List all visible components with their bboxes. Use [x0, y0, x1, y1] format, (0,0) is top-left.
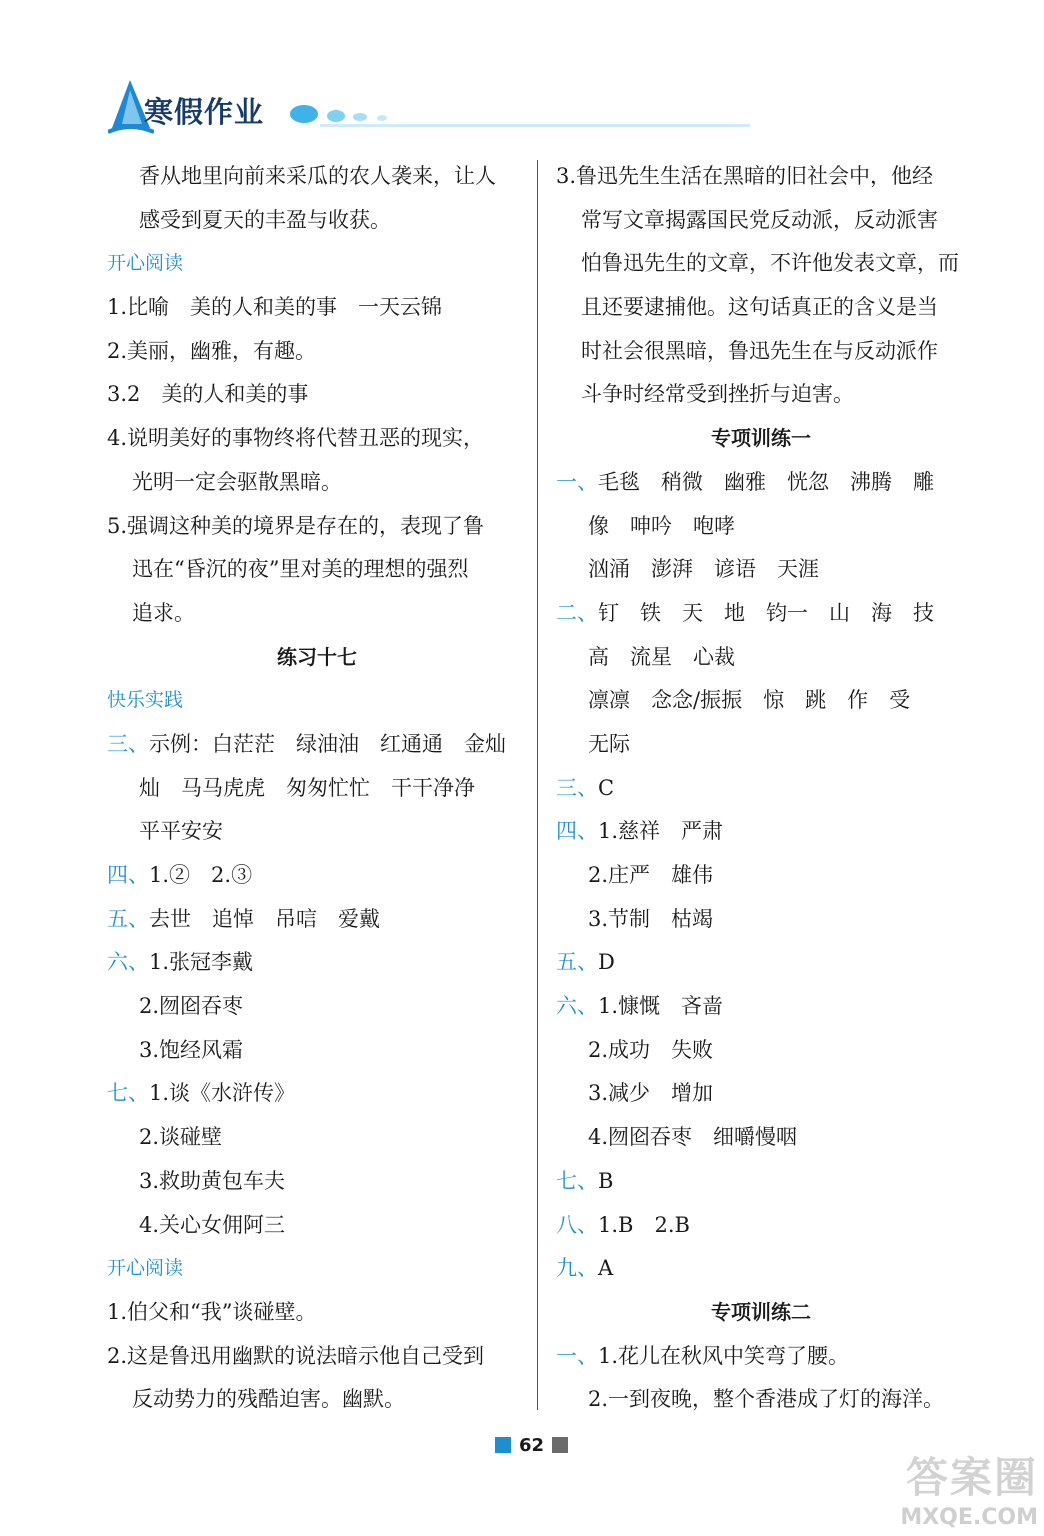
blue-square-icon — [495, 1437, 511, 1453]
section-number: 三、 — [556, 775, 598, 800]
section-number: 二、 — [556, 600, 598, 625]
answer-line: 七、1.谈《水浒传》 — [107, 1081, 296, 1106]
subsection-heading: 开心阅读 — [107, 1257, 184, 1280]
section-number: 一、 — [556, 469, 598, 494]
subsection-heading: 开心阅读 — [107, 252, 184, 275]
answer-line: 3.饱经风霜 — [139, 1037, 244, 1062]
answer-line: 高 流星 心裁 — [588, 644, 735, 669]
answer-line: 无际 — [588, 731, 630, 756]
answer-line: 2.美丽，幽雅，有趣。 — [107, 338, 317, 363]
answer-line: 九、A — [556, 1256, 614, 1281]
answer-line: 2.成功 失败 — [588, 1037, 714, 1062]
column-divider — [537, 160, 538, 1410]
section-number: 九、 — [556, 1256, 598, 1281]
section-number: 七、 — [107, 1081, 149, 1106]
answer-line: 斗争时经常受到挫折与迫害。 — [581, 382, 854, 407]
section-number: 四、 — [107, 863, 149, 887]
page-footer — [495, 1432, 568, 1458]
answer-line: 六、1.张冠李戴 — [107, 950, 254, 975]
answer-line: 4.说明美好的事物终将代替丑恶的现实， — [107, 426, 485, 451]
answer-line: 光明一定会驱散黑暗。 — [132, 469, 342, 494]
answer-line: 感受到夏天的丰盈与收获。 — [139, 207, 391, 232]
answer-line: 3.节制 枯竭 — [588, 906, 714, 931]
answer-line: 1.伯父和“我”谈碰壁。 — [107, 1299, 317, 1324]
answer-line: 一、1.花儿在秋风中笑弯了腰。 — [556, 1343, 850, 1368]
answer-line: 2.囫囵吞枣 — [139, 994, 244, 1019]
answer-line: 凛凛 念念/振振 惊 跳 作 受 — [588, 688, 911, 713]
answer-line: 五、去世 追悼 吊唁 爱戴 — [107, 906, 380, 931]
answer-line: 1.比喻 美的人和美的事 一天云锦 — [107, 295, 443, 320]
answer-line: 3.救助黄包车夫 — [139, 1168, 286, 1193]
section-number: 六、 — [107, 950, 149, 975]
answer-line: 二、钉 铁 天 地 钧一 山 海 技 — [556, 600, 934, 625]
answer-line: 一、毛毯 稍微 幽雅 恍忽 沸腾 雕 — [556, 469, 934, 494]
answer-line: 三、示例：白茫茫 绿油油 红通通 金灿 — [107, 731, 506, 756]
section-number: 一、 — [556, 1343, 598, 1368]
page-number: 62 — [519, 1434, 545, 1456]
answer-line: 3.2 美的人和美的事 — [107, 382, 309, 407]
section-number: 三、 — [107, 731, 149, 756]
answer-line: 2.庄严 雄伟 — [588, 863, 714, 887]
gray-square-icon — [552, 1437, 568, 1453]
answer-line: 五、D — [556, 950, 615, 975]
answer-line: 汹涌 澎湃 谚语 天涯 — [588, 557, 819, 582]
section-number: 七、 — [556, 1168, 598, 1193]
answer-line: 八、1.B 2.B — [556, 1212, 690, 1237]
answer-line: 灿 马马虎虎 匆匆忙忙 干干净净 — [139, 775, 475, 800]
brand-title: 寒假作业 — [144, 95, 265, 129]
answer-line: 平平安安 — [139, 819, 223, 844]
right-column — [556, 155, 966, 1422]
answer-line: 且还要逮捕他。这句话真正的含义是当 — [581, 295, 938, 320]
answer-line: 2.谈碰壁 — [139, 1125, 223, 1150]
answer-line: 常写文章揭露国民党反动派，反动派害 — [581, 207, 938, 232]
decorative-dots-icon — [290, 102, 760, 132]
answer-line: 2.这是鲁迅用幽默的说法暗示他自己受到 — [107, 1343, 485, 1368]
answer-line: 三、C — [556, 775, 615, 800]
section-title: 专项训练一 — [711, 426, 811, 451]
answer-line: 3.减少 增加 — [588, 1081, 714, 1106]
answer-line: 4.关心女佣阿三 — [139, 1212, 286, 1237]
answer-line: 四、1.慈祥 严肃 — [556, 819, 724, 844]
answer-line: 迅在“昏沉的夜”里对美的理想的强烈 — [132, 557, 469, 582]
section-title: 练习十七 — [277, 644, 357, 669]
watermark-main: 答案圈 — [905, 1453, 1038, 1502]
answer-line: 像 呻吟 咆哮 — [588, 513, 735, 538]
page-header — [100, 72, 760, 138]
answer-line: 香从地里向前来采瓜的农人袭来，让人 — [139, 164, 496, 188]
watermark — [900, 1445, 1038, 1530]
answer-line: 时社会很黑暗，鲁迅先生在与反动派作 — [581, 338, 938, 363]
answer-line: 5.强调这种美的境界是存在的，表现了鲁 — [107, 513, 485, 538]
answer-line: 2.一到夜晚，整个香港成了灯的海洋。 — [588, 1387, 945, 1412]
section-number: 五、 — [107, 906, 149, 931]
answer-line: 六、1.慷慨 吝啬 — [556, 994, 724, 1019]
subsection-heading: 快乐实践 — [107, 689, 184, 712]
answer-line: 追求。 — [132, 600, 195, 625]
section-number: 六、 — [556, 994, 598, 1019]
watermark-sub: MXQE.COM — [900, 1505, 1038, 1530]
left-column — [107, 155, 527, 1422]
answer-line: 四、1.② 2.③ — [107, 863, 253, 887]
answer-line: 怕鲁迅先生的文章，不许他发表文章，而 — [581, 251, 959, 276]
answer-line: 4.囫囵吞枣 细嚼慢咽 — [588, 1125, 798, 1150]
section-number: 四、 — [556, 819, 598, 844]
section-title: 专项训练二 — [711, 1299, 811, 1324]
answer-line: 七、B — [556, 1168, 614, 1193]
answer-line: 3.鲁迅先生生活在黑暗的旧社会中，他经 — [556, 164, 934, 188]
section-number: 八、 — [556, 1212, 598, 1237]
section-number: 五、 — [556, 950, 598, 975]
answer-line: 反动势力的残酷迫害。幽默。 — [132, 1387, 405, 1412]
